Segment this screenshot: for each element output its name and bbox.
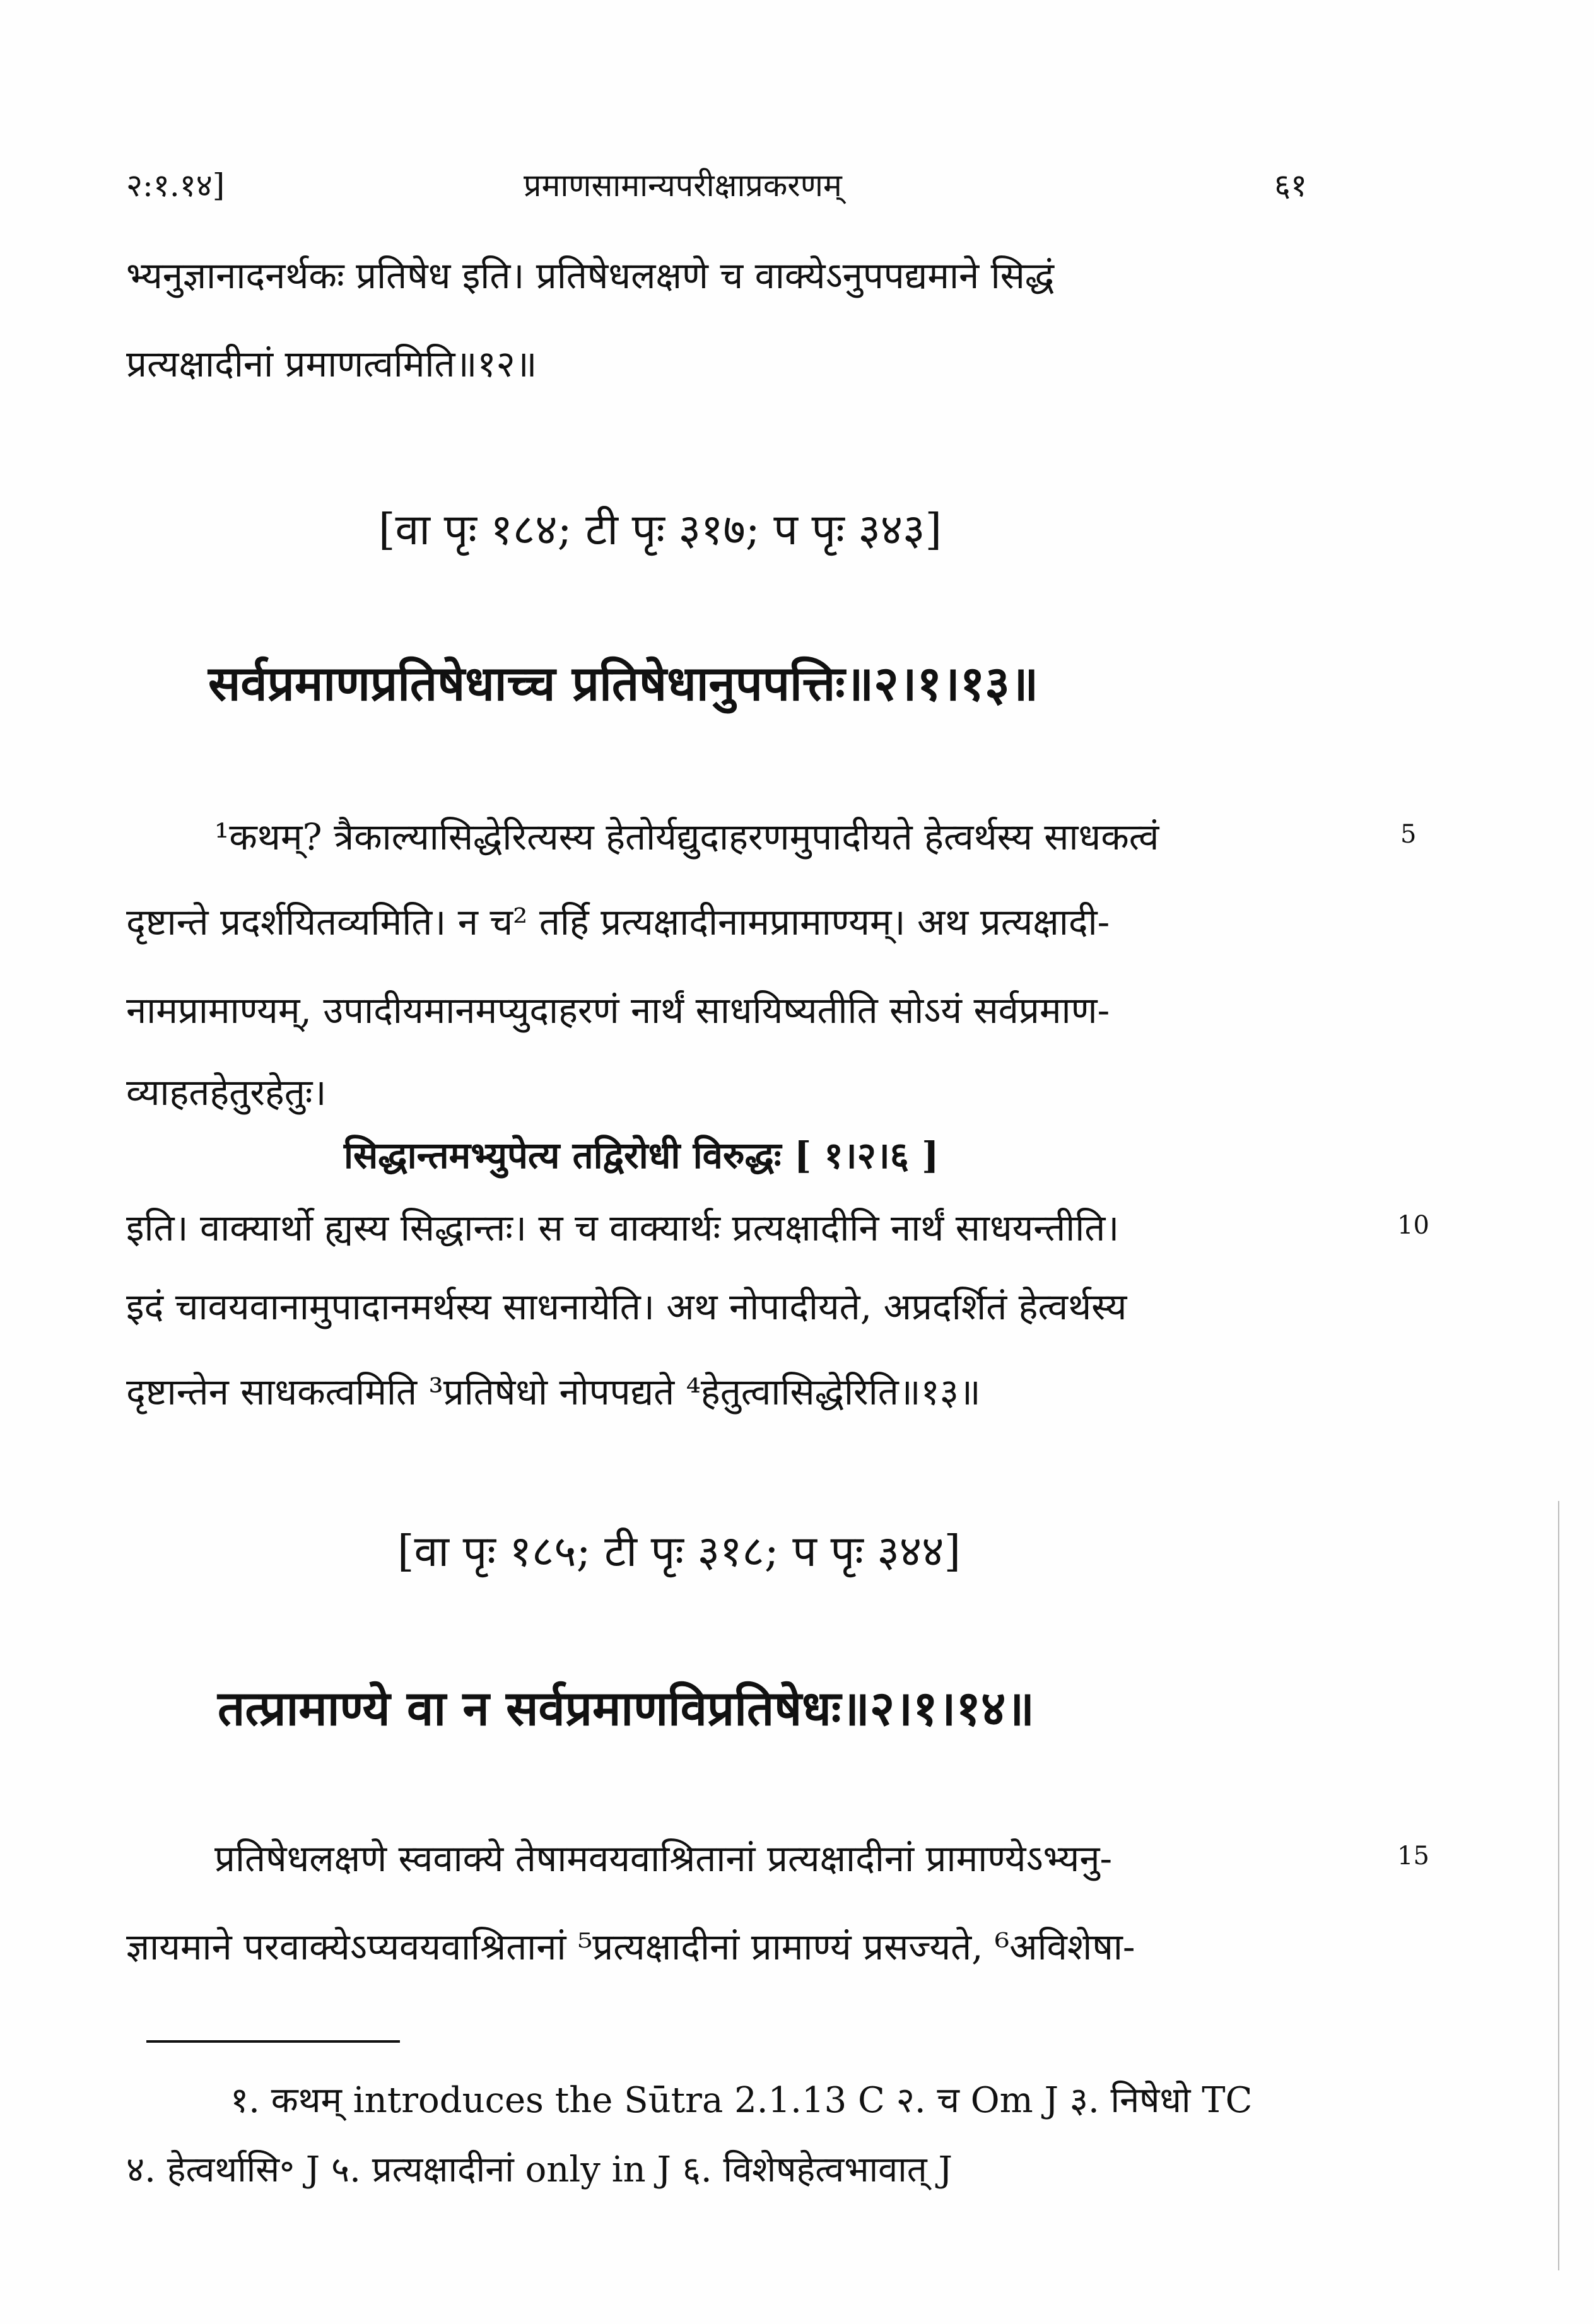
para2-line2: दृष्टान्ते प्रदर्शयितव्यमिति। न च² तर्हि प्रत्यक्षादीनामप्रामाण्यम्। अथ प्रत्यक्षादी- [126, 901, 1110, 943]
para2-line3: नामप्रामाण्यम्, उपादीयमानमप्युदाहरणं नार्थं साधयिष्यतीति सोऽयं सर्वप्रमाण- [126, 989, 1110, 1032]
scan-margin-line [1558, 1501, 1559, 2270]
para2-line4: व्याहतहेतुरहेतुः। [126, 1071, 327, 1114]
line-number: 10 [1397, 1211, 1429, 1240]
para2-line6: इदं चावयवानामुपादानमर्थस्य साधनायेति। अथ नोपादीयते, अप्रदर्शितं हेत्वर्थस्य [126, 1285, 1127, 1328]
header-title: प्रमाणसामान्यपरीक्षाप्रकरणम् [524, 167, 842, 204]
reference-line: [वा पृः १८५; टी पृः ३१८; प पृः ३४४] [397, 1527, 961, 1577]
quoted-sutra: सिद्धान्तमभ्युपेत्य तद्विरोधी विरुद्धः [ १।२।६ ] [344, 1134, 939, 1177]
para3-line1: प्रतिषेधलक्षणे स्ववाक्ये तेषामवयवाश्रितानां प्रत्यक्षादीनां प्रामाण्येऽभ्यनु- [214, 1837, 1113, 1880]
line-number: 5 [1400, 820, 1417, 849]
sutra-heading: सर्वप्रमाणप्रतिषेधाच्च प्रतिषेधानुपपत्तिः॥२।१।१३॥ [208, 655, 1039, 711]
header-page-number: ६१ [1274, 167, 1307, 204]
para2-line5: इति। वाक्यार्थो ह्यस्य सिद्धान्तः। स च वाक्यार्थः प्रत्यक्षादीनि नार्थं साधयन्तीति। [126, 1206, 1120, 1249]
line-number: 15 [1397, 1842, 1429, 1871]
sutra-heading: तत्प्रामाण्ये वा न सर्वप्रमाणविप्रतिषेधः॥२।१।१४॥ [218, 1680, 1034, 1736]
para2-line1: ¹कथम्? त्रैकाल्यासिद्धेरित्यस्य हेतोर्यद्युदाहरणमुपादीयते हेत्वर्थस्य साधकत्वं [214, 815, 1159, 858]
footnote-line2: ४. हेत्वर्थासि॰ J ५. प्रत्यक्षादीनां only in J ६. विशेषहेत्वभावात् J [126, 2149, 952, 2190]
para3-line2: ज्ञायमाने परवाक्येऽप्यवयवाश्रितानां ⁵प्रत्यक्षादीनां प्रामाण्यं प्रसज्यते, ⁶अविशेषा- [126, 1925, 1135, 1968]
para1-line1: भ्यनुज्ञानादनर्थकः प्रतिषेध इति। प्रतिषेधलक्षणे च वाक्येऽनुपपद्यमाने सिद्धं [126, 254, 1055, 297]
reference-line: [वा पृः १८४; टी पृः ३१७; प पृः ३४३] [378, 505, 942, 555]
header-section-ref: २:१.१४] [126, 167, 225, 204]
footnote-rule [146, 2040, 400, 2043]
footnote-line1: १. कथम् introduces the Sūtra 2.1.13 C २. च Om J ३. निषेधो TC [230, 2080, 1253, 2121]
para1-line2: प्रत्यक्षादीनां प्रमाणत्वमिति॥१२॥ [126, 342, 537, 385]
para2-line7: दृष्टान्तेन साधकत्वमिति ³प्रतिषेधो नोपपद्यते ⁴हेतुत्वासिद्धेरिति॥१३॥ [126, 1370, 981, 1413]
